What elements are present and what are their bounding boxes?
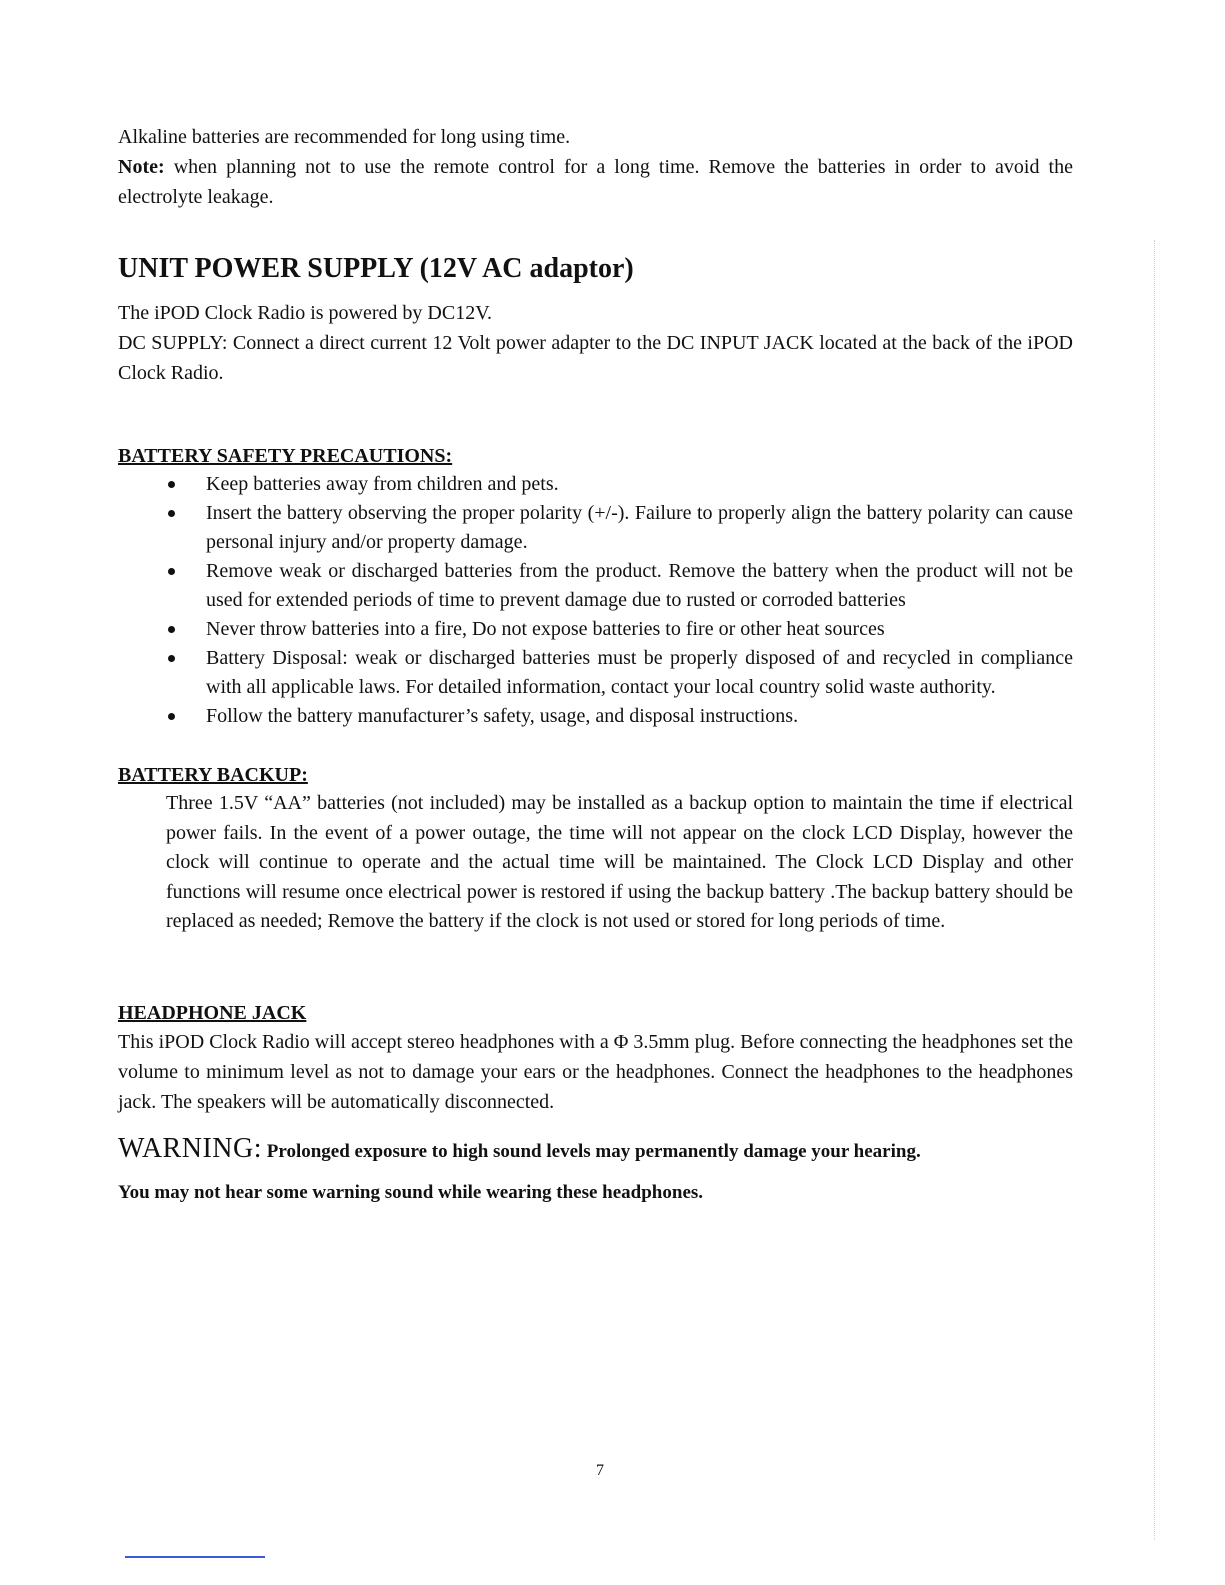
list-item [118,644,1073,702]
power-line-2: DC SUPPLY: Connect a direct current 12 Volt power adapter to the DC INPUT JACK located at the back of the iPOD Clock Radio. [118,332,1073,384]
power-supply-heading: UNIT POWER SUPPLY (12V AC adaptor) [118,253,634,284]
power-line-1: The iPOD Clock Radio is powered by DC12V. [118,302,493,324]
alkaline-line: Alkaline batteries are recommended for long using time. [118,126,571,148]
safety-item-text: Keep batteries away from children and pets. [206,473,559,495]
safety-item-text: Battery Disposal: weak or discharged batteries must be properly disposed of and recycled in compliance with all applicable laws. For detailed information, contact your local country solid waste authority. [206,647,1073,698]
list-item [118,615,1073,644]
safety-list [118,470,1073,731]
manual-page [118,122,1073,1209]
bullet-icon [168,626,175,633]
bullet-icon [168,510,175,517]
bullet-icon [168,481,175,488]
bullet-icon [168,713,175,720]
safety-item-text: Remove weak or discharged batteries from the product. Remove the battery when the product will not be used for extended periods of time to prevent damage due to rusted or corroded batteries [206,560,1073,611]
list-item [118,557,1073,615]
safety-item-text: Never throw batteries into a fire, Do not expose batteries to fire or other heat sources [206,618,885,640]
bullet-icon [168,568,175,575]
list-item [118,499,1073,557]
warning-label: WARNING: [118,1132,262,1164]
warning-text: Prolonged exposure to high sound levels may permanently damage your hearing. [262,1140,921,1162]
page-number: 7 [596,1462,604,1479]
safety-heading: BATTERY SAFETY PRECAUTIONS: [118,445,453,467]
backup-heading: BATTERY BACKUP: [118,764,308,786]
headphone-paragraph: This iPOD Clock Radio will accept stereo headphones with a Φ 3.5mm plug. Before connecting the headphones set the volume to minimum level as not to damage your ears or the headphones. Connect the headphones to the headphones jack. The speakers will be automatically disconnected. [118,1030,1073,1113]
warning-line [118,1131,1073,1171]
backup-paragraph: Three 1.5V “AA” batteries (not included) may be installed as a backup option to maintain the time if electrical power fails. In the event of a power outage, the time will not appear on the clock LCD Display, however the clock will continue to operate and the actual time will be maintained. The Clock LCD Display and other functions will resume once electrical power is restored if using the backup battery .The backup battery should be replaced as needed; Remove the battery if the clock is not used or stored for long periods of time. [166,792,1073,932]
note-paragraph [118,152,1073,212]
list-item [118,470,1073,499]
safety-item-text: Insert the battery observing the proper polarity (+/-). Failure to properly align the battery polarity can cause personal injury and/or property damage. [206,502,1073,553]
note-label: Note: [118,156,165,178]
bullet-icon [168,655,175,662]
list-item [118,702,1073,731]
safety-item-text: Follow the battery manufacturer’s safety, usage, and disposal instructions. [206,705,799,727]
warning-line-2: You may not hear some warning sound while wearing these headphones. [118,1181,704,1203]
headphone-heading: HEADPHONE JACK [118,1001,307,1024]
scan-edge [1154,240,1156,1540]
bottom-rule [125,1556,265,1558]
note-text: when planning not to use the remote control for a long time. Remove the batteries in order to avoid the electrolyte leakage. [118,156,1073,208]
